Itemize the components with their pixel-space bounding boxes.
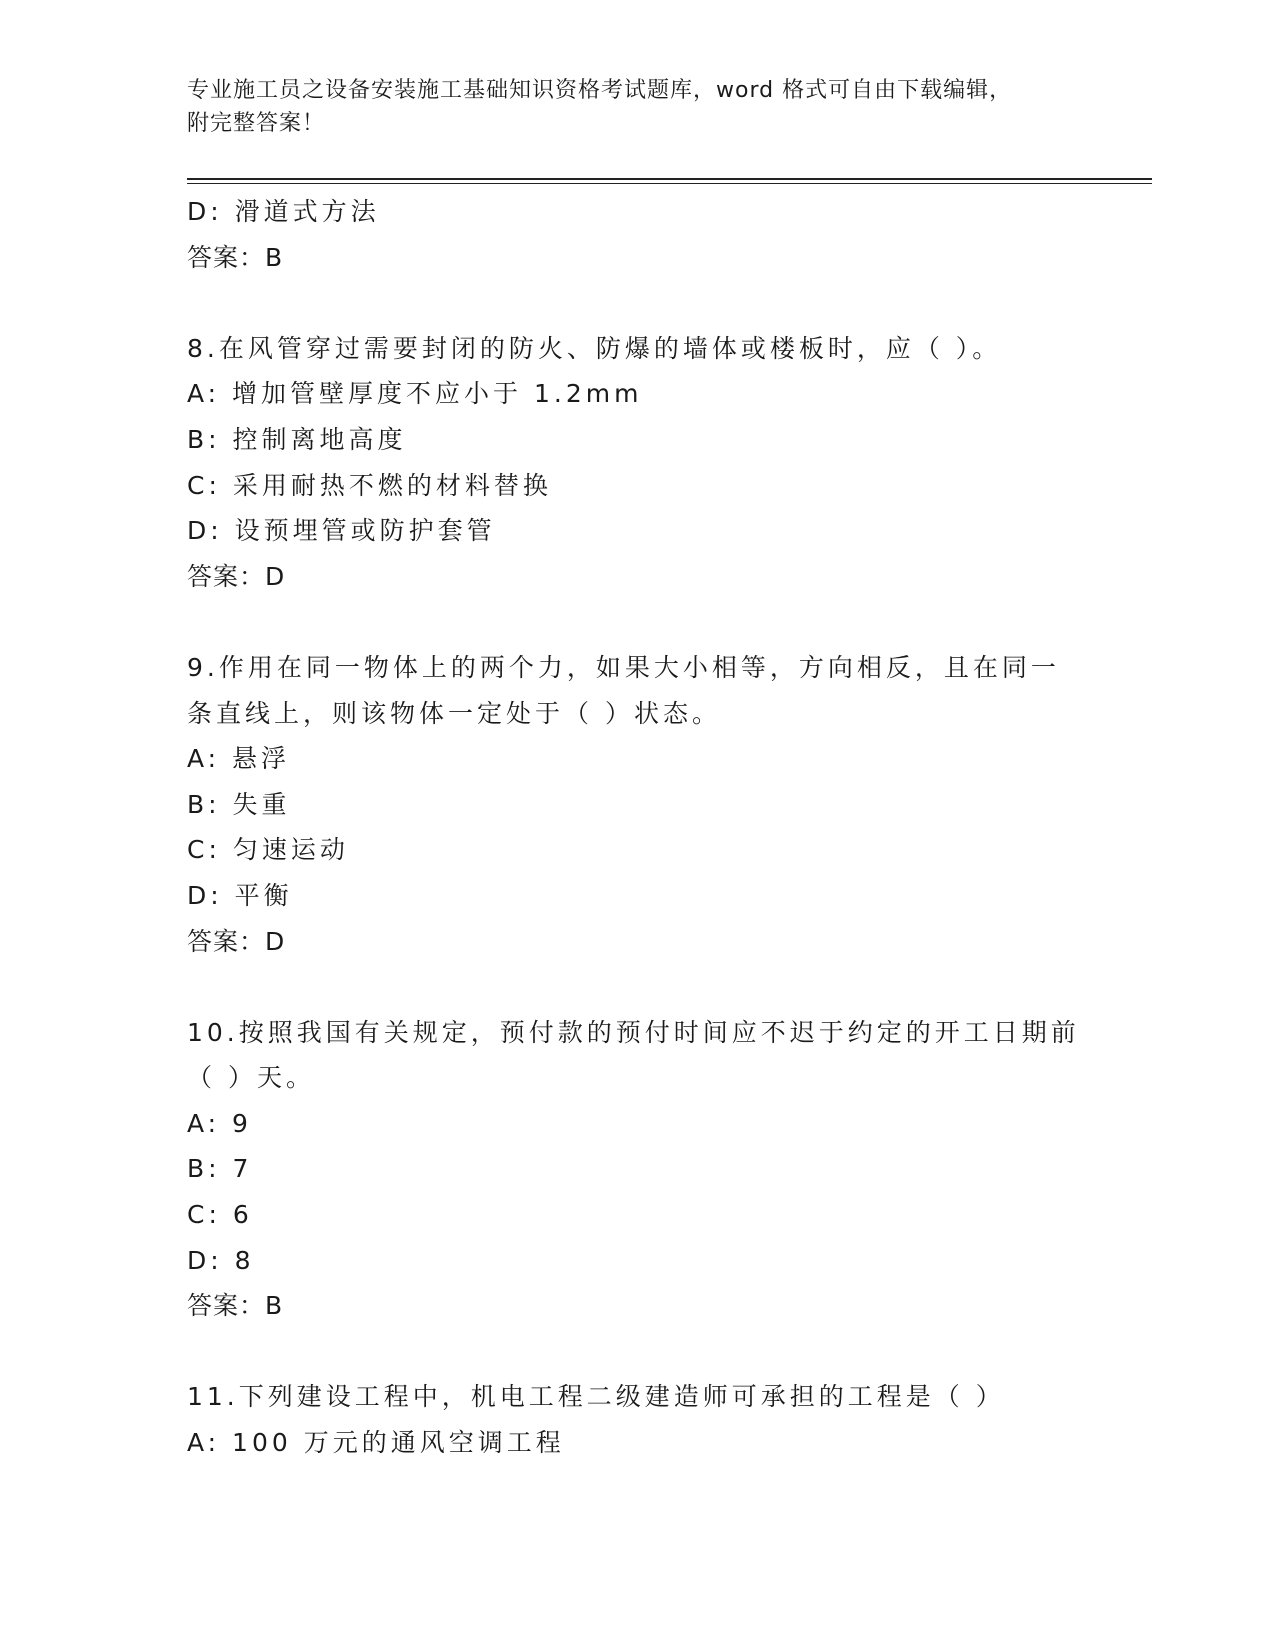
question-stem-cont: （ ）天。 bbox=[187, 1063, 315, 1093]
spacer bbox=[187, 599, 1087, 645]
option-a: A: 100 万元的通风空调工程 bbox=[187, 1428, 565, 1458]
answer: 答案：D bbox=[187, 561, 286, 591]
q7-answer: 答案：B bbox=[187, 242, 284, 272]
spacer bbox=[187, 1329, 1087, 1375]
option-c: C: 采用耐热不燃的材料替换 bbox=[187, 470, 552, 500]
question-10 bbox=[187, 1010, 1087, 1329]
option-a: A: 增加管壁厚度不应小于 1.2mm bbox=[187, 379, 643, 409]
option-b: B: 7 bbox=[187, 1154, 253, 1184]
question-9 bbox=[187, 645, 1087, 964]
question-stem: 10.按照我国有关规定，预付款的预付时间应不迟于约定的开工日期前 bbox=[187, 1017, 1080, 1047]
option-a: A: 9 bbox=[187, 1108, 252, 1138]
question-stem-cont: 条直线上，则该物体一定处于（ ）状态。 bbox=[187, 698, 721, 728]
q7-option-d: D: 滑道式方法 bbox=[187, 197, 380, 226]
spacer bbox=[187, 280, 1087, 326]
option-a: A: 悬浮 bbox=[187, 744, 291, 774]
document-body bbox=[187, 189, 1087, 1466]
answer: 答案：D bbox=[187, 926, 286, 956]
header-line-1: 专业施工员之设备安装施工基础知识资格考试题库，word 格式可自由下载编辑， bbox=[187, 78, 1013, 103]
document-header bbox=[187, 74, 1067, 140]
question-stem: 8.在风管穿过需要封闭的防火、防爆的墙体或楼板时，应（ ）。 bbox=[187, 333, 1002, 363]
answer: 答案：B bbox=[187, 1291, 284, 1321]
question-11 bbox=[187, 1374, 1087, 1465]
header-divider bbox=[187, 178, 1152, 184]
option-d: D: 设预埋管或防护套管 bbox=[187, 516, 496, 546]
question-8 bbox=[187, 326, 1087, 600]
option-b: B: 控制离地高度 bbox=[187, 424, 407, 454]
question-stem: 9.作用在同一物体上的两个力，如果大小相等，方向相反，且在同一 bbox=[187, 652, 1060, 682]
option-d: D: 8 bbox=[187, 1245, 255, 1275]
option-b: B: 失重 bbox=[187, 789, 291, 819]
spacer bbox=[187, 964, 1087, 1010]
header-line-2: 附完整答案！ bbox=[187, 111, 326, 136]
question-stem: 11.下列建设工程中，机电工程二级建造师可承担的工程是（ ） bbox=[187, 1382, 1005, 1412]
option-c: C: 6 bbox=[187, 1200, 253, 1230]
option-c: C: 匀速运动 bbox=[187, 835, 349, 865]
option-d: D: 平衡 bbox=[187, 880, 293, 910]
